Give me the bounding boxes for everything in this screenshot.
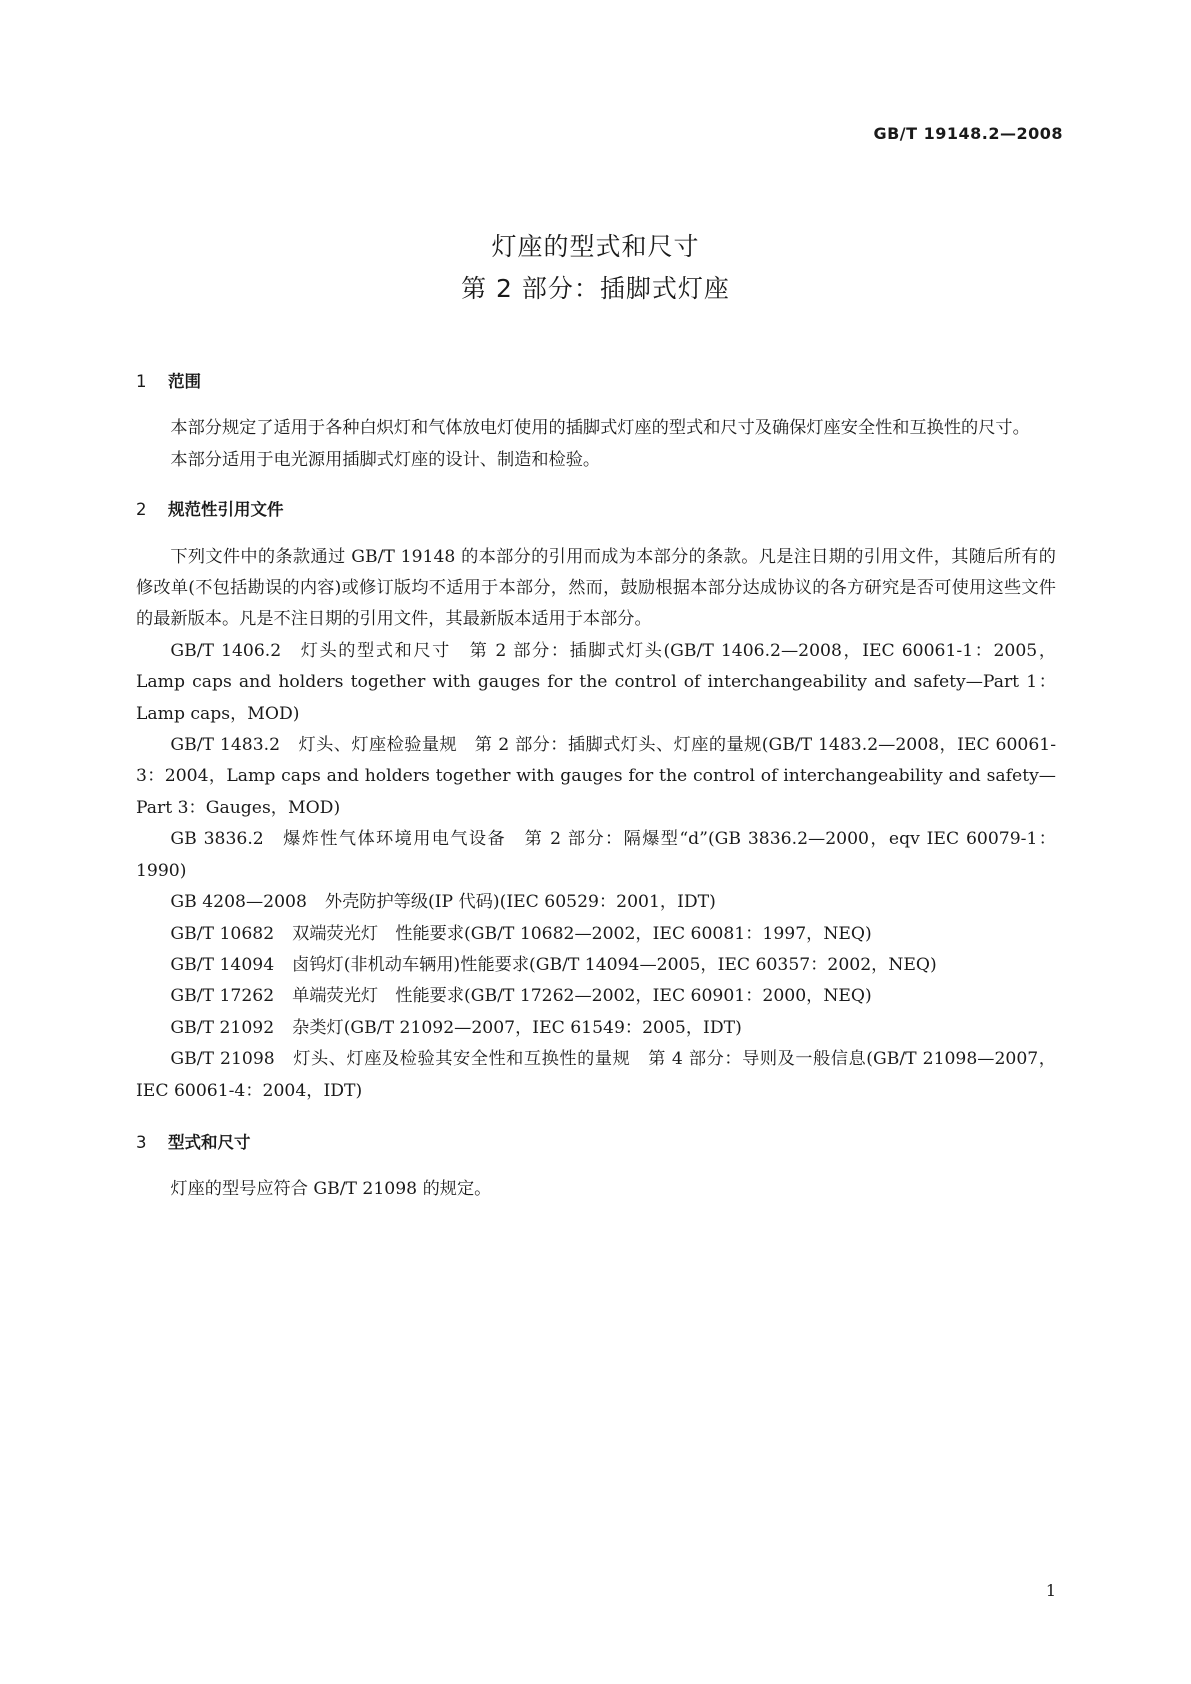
reference-code: GB/T 1483.2 [170,735,281,756]
reference-item [136,1013,1056,1044]
reference-text: 卤钨灯(非机动车辆用)性能要求(GB/T 14094—2005，IEC 60357：2002，NEQ) [292,954,937,975]
section-number: 3 [136,1132,147,1152]
reference-text: 杂类灯(GB/T 21092—2007，IEC 61549：2005，IDT) [292,1017,742,1038]
reference-code: GB/T 1406.2 [170,640,282,661]
reference-item [136,1044,1056,1107]
title-line-2: 第 2 部分：插脚式灯座 [461,274,730,303]
reference-item [136,887,1056,918]
document-body [136,366,1056,1206]
reference-item [136,636,1056,730]
document-title [0,226,1191,310]
reference-code: GB 3836.2 [170,829,264,850]
reference-code: GB/T 21098 [170,1049,275,1070]
section-number: 2 [136,500,147,520]
paragraph: 灯座的型号应符合 GB/T 21098 的规定。 [170,1179,492,1200]
reference-text: 灯头、灯座检验量规 第 2 部分：插脚式灯头、灯座的量规(GB/T 1483.2—2008，IEC 60061-3：2004，Lamp caps and holders together with gauges for the control of interchangeability and safety—Part 3：Gauges，MOD) [136,735,1056,818]
section-2-heading [136,494,1056,525]
page-number: 1 [1045,1581,1056,1600]
section-title: 规范性引用文件 [168,500,284,520]
section-1-heading [136,366,1056,397]
reference-item [136,981,1056,1012]
reference-item [136,730,1056,824]
reference-code: GB/T 17262 [170,986,275,1007]
reference-text: 爆炸性气体环境用电气设备 第 2 部分：隔爆型“d”(GB 3836.2—2000，eqv IEC 60079-1：1990) [136,829,1056,881]
paragraph: 本部分适用于电光源用插脚式灯座的设计、制造和检验。 [170,449,601,470]
title-line-1: 灯座的型式和尺寸 [491,232,700,261]
standard-code: GB/T 19148.2—2008 [873,124,1063,143]
reference-code: GB/T 21092 [170,1017,275,1038]
reference-text: 单端荧光灯 性能要求(GB/T 17262—2002，IEC 60901：2000，NEQ) [292,986,872,1007]
reference-code: GB/T 14094 [170,954,275,975]
section-title: 范围 [168,372,201,391]
section-title: 型式和尺寸 [168,1132,251,1152]
section-3-heading [136,1127,1056,1158]
reference-text: 双端荧光灯 性能要求(GB/T 10682—2002，IEC 60081：1997，NEQ) [292,923,872,944]
section-number: 1 [136,372,147,391]
reference-item [136,824,1056,887]
reference-code: GB 4208—2008 [170,892,307,913]
paragraph: 下列文件中的条款通过 GB/T 19148 的本部分的引用而成为本部分的条款。凡是注日期的引用文件，其随后所有的修改单(不包括勘误的内容)或修订版均不适用于本部分，然而，鼓励根据本部分达成协议的各方研究是否可使用这些文件的最新版本。凡是不注日期的引用文件，其最新版本适用于本部分。 [136,546,1056,630]
reference-code: GB/T 10682 [170,923,275,944]
paragraph: 本部分规定了适用于各种白炽灯和气体放电灯使用的插脚式灯座的型式和尺寸及确保灯座安全性和互换性的尺寸。 [170,418,1030,439]
reference-item [136,919,1056,950]
reference-text: 灯头、灯座及检验其安全性和互换性的量规 第 4 部分：导则及一般信息(GB/T 21098—2007，IEC 60061-4：2004，IDT) [136,1049,1056,1101]
reference-text: 外壳防护等级(IP 代码)(IEC 60529：2001，IDT) [324,892,716,913]
reference-item [136,950,1056,981]
reference-text: 灯头的型式和尺寸 第 2 部分：插脚式灯头(GB/T 1406.2—2008，IEC 60061-1：2005，Lamp caps and holders together with gauges for the control of interchangeability and safety—Part 1：Lamp caps，MOD) [136,640,1057,724]
